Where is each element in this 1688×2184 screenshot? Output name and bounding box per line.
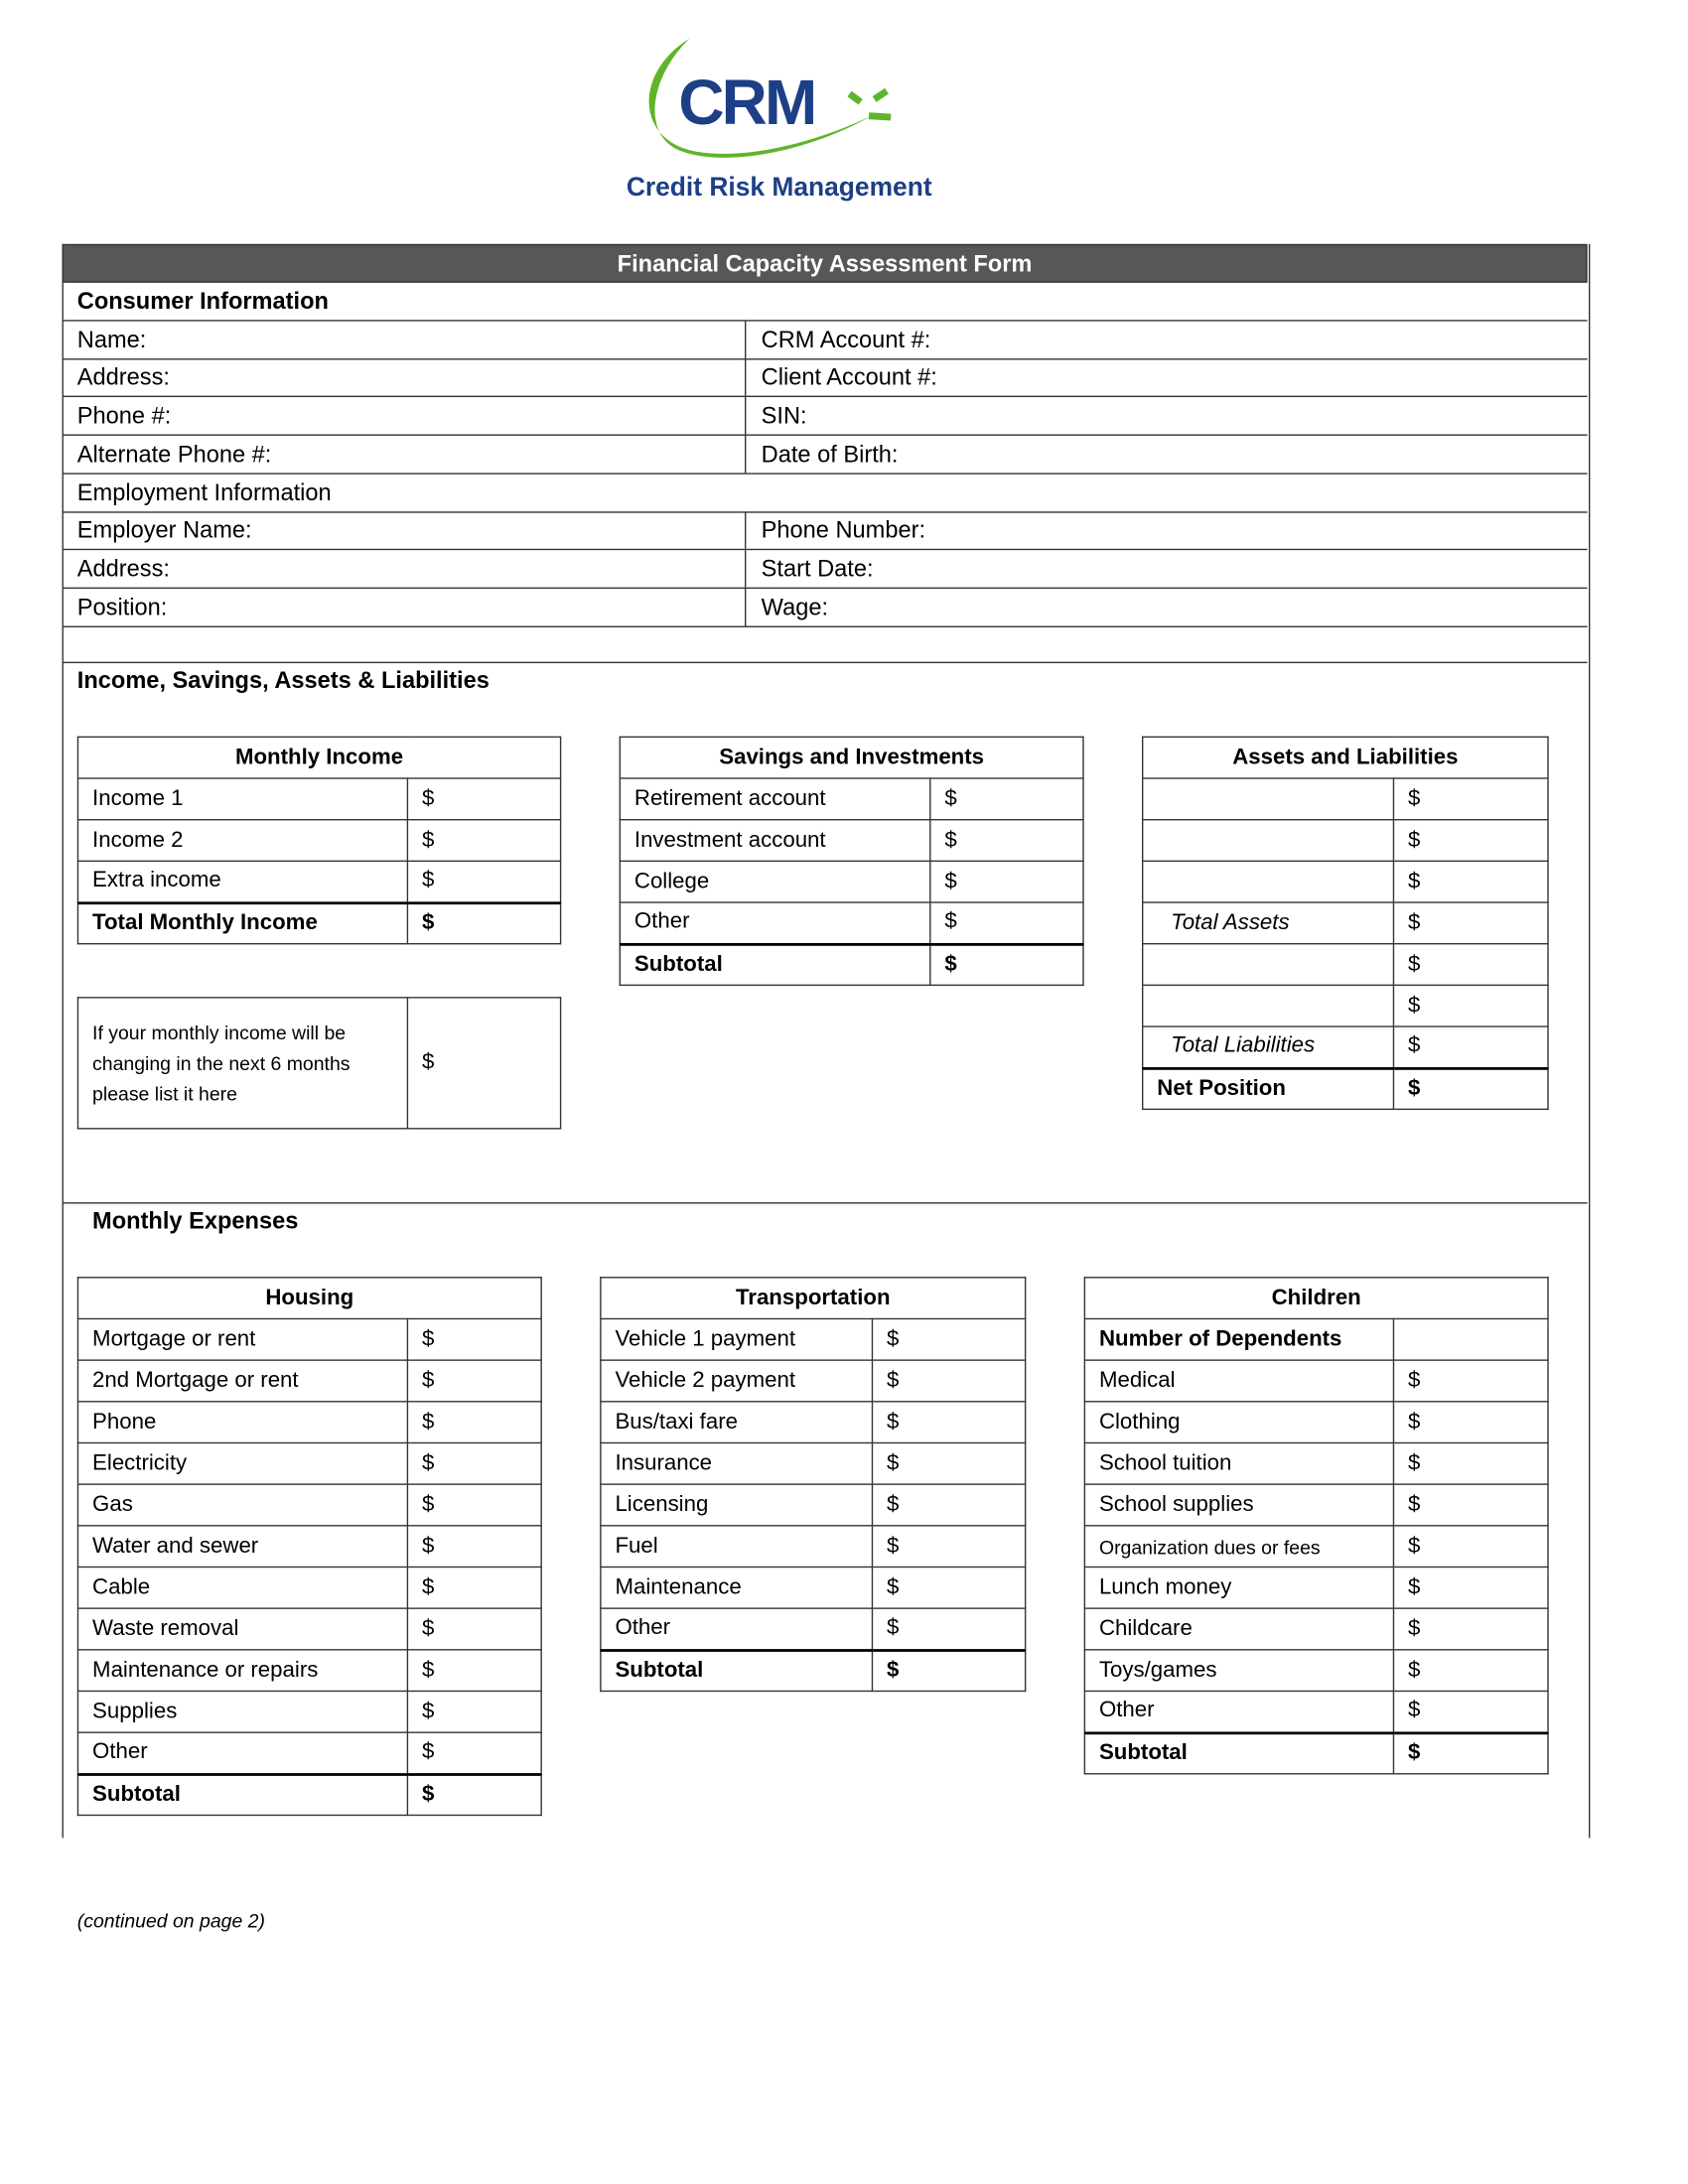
employment-field-label[interactable]: Position: [76, 594, 168, 620]
row-label: Insurance [601, 1442, 873, 1484]
row-label: Total Assets [1143, 902, 1394, 944]
employment-row [63, 588, 1588, 626]
table-row [620, 820, 1083, 862]
amount-field[interactable]: $ [1393, 1732, 1548, 1774]
consumer-field-label[interactable]: Client Account #: [745, 359, 937, 397]
amount-field[interactable]: $ [1393, 820, 1548, 862]
amount-field[interactable]: $ [1393, 1360, 1548, 1402]
income-change-field[interactable]: $ [407, 998, 560, 1129]
table-row [1084, 1732, 1548, 1774]
amount-field[interactable]: $ [1393, 902, 1548, 944]
table-title: Children [1084, 1278, 1548, 1319]
table-row [1143, 944, 1548, 986]
isal-heading: Income, Savings, Assets & Liabilities [76, 667, 490, 694]
row-label: Gas [77, 1484, 407, 1526]
row-label: Investment account [620, 820, 930, 862]
amount-field[interactable]: $ [1393, 861, 1548, 902]
table-row [1084, 1318, 1548, 1360]
table-row [620, 778, 1083, 820]
assets-table [1142, 737, 1549, 1110]
row-label: Maintenance or repairs [77, 1650, 407, 1692]
section-divider [63, 1202, 1588, 1203]
row-label: Net Position [1143, 1068, 1394, 1110]
row-label: 2nd Mortgage or rent [77, 1360, 407, 1402]
table-title: Transportation [601, 1278, 1026, 1319]
row-label: Other [601, 1608, 873, 1650]
table-row [77, 1360, 541, 1402]
amount-field[interactable]: $ [407, 820, 560, 862]
row-label: Extra income [77, 861, 407, 902]
table-row [1084, 1402, 1548, 1443]
employment-row [63, 512, 1588, 551]
table-row [601, 1484, 1026, 1526]
amount-field[interactable]: $ [930, 944, 1083, 986]
income-change-label: If your monthly income will be changing in the next 6 months please list it here [77, 998, 407, 1129]
amount-field[interactable]: $ [872, 1318, 1025, 1360]
table-row [1084, 1484, 1548, 1526]
svg-text:Credit Risk Management: Credit Risk Management [626, 172, 932, 203]
employment-field-label[interactable]: Address: [76, 555, 170, 582]
amount-field[interactable]: $ [407, 1567, 541, 1608]
amount-field[interactable]: $ [407, 1442, 541, 1484]
table-row [1143, 778, 1548, 820]
employment-row [63, 550, 1588, 589]
table-row [1084, 1360, 1548, 1402]
table-row [77, 1691, 541, 1732]
table-row [77, 778, 560, 820]
amount-field[interactable]: $ [407, 1526, 541, 1568]
employment-field-label[interactable]: Phone Number: [745, 512, 925, 550]
amount-field[interactable]: $ [872, 1608, 1025, 1650]
row-label[interactable] [1143, 944, 1394, 986]
row-label: Childcare [1084, 1608, 1393, 1650]
continued-note: (continued on page 2) [76, 1909, 265, 1932]
table-row [1084, 1650, 1548, 1692]
monthly-income-table [77, 737, 562, 945]
consumer-field-label[interactable]: Name: [76, 326, 147, 353]
amount-field[interactable]: $ [1393, 944, 1548, 986]
svg-text:CRM: CRM [678, 67, 815, 139]
amount-field[interactable]: $ [872, 1484, 1025, 1526]
amount-field[interactable]: $ [1393, 1608, 1548, 1650]
row-label: Retirement account [620, 778, 930, 820]
amount-field[interactable]: $ [407, 1732, 541, 1774]
row-label: Licensing [601, 1484, 873, 1526]
amount-field[interactable]: $ [1393, 1526, 1548, 1568]
table-row [601, 1442, 1026, 1484]
amount-field[interactable]: $ [872, 1526, 1025, 1568]
table-row [77, 1608, 541, 1650]
row-label: Other [1084, 1691, 1393, 1732]
row-label: Lunch money [1084, 1567, 1393, 1608]
table-row [1143, 902, 1548, 944]
table-row [1084, 1567, 1548, 1608]
amount-field[interactable]: $ [407, 1774, 541, 1816]
row-label: Subtotal [601, 1650, 873, 1692]
row-label: Bus/taxi fare [601, 1402, 873, 1443]
employment-heading-row [63, 474, 1588, 512]
amount-field[interactable]: $ [930, 820, 1083, 862]
table-row [77, 1526, 541, 1568]
table-row [620, 902, 1083, 944]
row-label: Subtotal [77, 1774, 407, 1816]
consumer-field-label[interactable]: Address: [76, 364, 170, 391]
row-label: Subtotal [620, 944, 930, 986]
form-title: Financial Capacity Assessment Form [63, 244, 1588, 283]
amount-field[interactable]: $ [407, 1608, 541, 1650]
row-label: School tuition [1084, 1442, 1393, 1484]
table-title: Monthly Income [77, 737, 560, 778]
row-label: Vehicle 1 payment [601, 1318, 873, 1360]
row-label: Cable [77, 1567, 407, 1608]
consumer-row [63, 321, 1588, 359]
table-row [1143, 985, 1548, 1026]
amount-field[interactable]: $ [872, 1402, 1025, 1443]
table-row [601, 1567, 1026, 1608]
blank-row [63, 624, 1588, 663]
row-label: Clothing [1084, 1402, 1393, 1443]
amount-field[interactable]: $ [930, 778, 1083, 820]
row-label: Number of Dependents [1084, 1318, 1393, 1360]
amount-field[interactable]: $ [930, 861, 1083, 902]
consumer-heading: Consumer Information [76, 288, 329, 315]
table-row [77, 861, 560, 902]
row-label: School supplies [1084, 1484, 1393, 1526]
row-label: Vehicle 2 payment [601, 1360, 873, 1402]
amount-field[interactable]: $ [1393, 778, 1548, 820]
table-title: Assets and Liabilities [1143, 737, 1548, 778]
row-label: Electricity [77, 1442, 407, 1484]
row-label[interactable] [1143, 820, 1394, 862]
table-row [77, 1774, 541, 1816]
amount-field[interactable]: $ [1393, 1691, 1548, 1732]
consumer-field-label[interactable]: Phone #: [76, 402, 172, 430]
row-label: Other [620, 902, 930, 944]
table-row [77, 1567, 541, 1608]
amount-field[interactable]: $ [1393, 1650, 1548, 1692]
table-row [620, 861, 1083, 902]
table-row [601, 1360, 1026, 1402]
consumer-field-label[interactable]: SIN: [745, 397, 807, 435]
row-label: Subtotal [1084, 1732, 1393, 1774]
table-row [77, 902, 560, 944]
consumer-field-label[interactable]: Date of Birth: [745, 436, 898, 474]
amount-field[interactable]: $ [872, 1442, 1025, 1484]
amount-field[interactable]: $ [407, 1650, 541, 1692]
table-row [77, 1402, 541, 1443]
savings-table [620, 737, 1084, 986]
amount-field[interactable]: $ [1393, 1068, 1548, 1110]
row-label: Toys/games [1084, 1650, 1393, 1692]
row-label: Phone [77, 1402, 407, 1443]
consumer-row [63, 359, 1588, 398]
amount-field[interactable]: $ [1393, 1402, 1548, 1443]
table-row [1143, 1068, 1548, 1110]
employment-heading: Employment Information [76, 478, 332, 506]
row-label: Income 1 [77, 778, 407, 820]
row-label: Total Liabilities [1143, 1026, 1394, 1068]
table-row [77, 1650, 541, 1692]
table-row [1143, 820, 1548, 862]
income-change-box [77, 997, 562, 1129]
row-label: Maintenance [601, 1567, 873, 1608]
table-row [1143, 861, 1548, 902]
row-label: Fuel [601, 1526, 873, 1568]
table-row [77, 1318, 541, 1360]
amount-field[interactable]: $ [407, 1691, 541, 1732]
table-row [77, 1484, 541, 1526]
row-label: Income 2 [77, 820, 407, 862]
table-row [601, 1526, 1026, 1568]
amount-field[interactable]: $ [872, 1360, 1025, 1402]
amount-field[interactable]: $ [407, 861, 560, 902]
amount-field[interactable]: $ [872, 1567, 1025, 1608]
amount-field[interactable]: $ [1393, 1026, 1548, 1068]
row-label[interactable] [1143, 985, 1394, 1026]
table-row [77, 820, 560, 862]
table-row [1084, 1526, 1548, 1568]
row-label: Water and sewer [77, 1526, 407, 1568]
table-row [77, 1732, 541, 1774]
employment-field-label[interactable]: Wage: [745, 588, 828, 625]
amount-field[interactable]: $ [407, 902, 560, 944]
transportation-table [600, 1277, 1026, 1692]
row-label: Supplies [77, 1691, 407, 1732]
amount-field[interactable]: $ [407, 1318, 541, 1360]
table-row [1143, 1026, 1548, 1068]
amount-field[interactable]: $ [930, 902, 1083, 944]
row-label: Total Monthly Income [77, 902, 407, 944]
table-row [601, 1608, 1026, 1650]
amount-field[interactable] [1393, 1318, 1548, 1360]
row-label[interactable] [1143, 778, 1394, 820]
table-row [601, 1650, 1026, 1692]
consumer-row [63, 397, 1588, 436]
amount-field[interactable]: $ [407, 1402, 541, 1443]
amount-field[interactable]: $ [1393, 1567, 1548, 1608]
table-row [77, 1442, 541, 1484]
row-label: Organization dues or fees [1084, 1526, 1393, 1568]
row-label[interactable] [1143, 861, 1394, 902]
employment-field-label[interactable]: Start Date: [745, 550, 874, 588]
consumer-heading-row [63, 283, 1588, 322]
table-row [601, 1318, 1026, 1360]
amount-field[interactable]: $ [872, 1650, 1025, 1692]
amount-field[interactable]: $ [1393, 985, 1548, 1026]
consumer-field-label[interactable]: Alternate Phone #: [76, 441, 272, 468]
row-label: Waste removal [77, 1608, 407, 1650]
table-title: Savings and Investments [620, 737, 1083, 778]
crm-logo [579, 31, 979, 210]
row-label: Mortgage or rent [77, 1318, 407, 1360]
amount-field[interactable]: $ [407, 778, 560, 820]
row-label: Medical [1084, 1360, 1393, 1402]
employment-field-label[interactable]: Employer Name: [76, 517, 252, 544]
consumer-field-label[interactable]: CRM Account #: [745, 321, 930, 358]
row-label: College [620, 861, 930, 902]
consumer-row [63, 436, 1588, 475]
table-row [1084, 1442, 1548, 1484]
amount-field[interactable]: $ [407, 1360, 541, 1402]
table-row [1084, 1608, 1548, 1650]
table-row [601, 1402, 1026, 1443]
amount-field[interactable]: $ [407, 1484, 541, 1526]
amount-field[interactable]: $ [1393, 1442, 1548, 1484]
housing-table [77, 1277, 542, 1816]
row-label: Other [77, 1732, 407, 1774]
table-title: Housing [77, 1278, 541, 1319]
amount-field[interactable]: $ [1393, 1484, 1548, 1526]
expenses-heading: Monthly Expenses [92, 1207, 299, 1235]
table-row [620, 944, 1083, 986]
children-table [1084, 1277, 1549, 1774]
table-row [1084, 1691, 1548, 1732]
